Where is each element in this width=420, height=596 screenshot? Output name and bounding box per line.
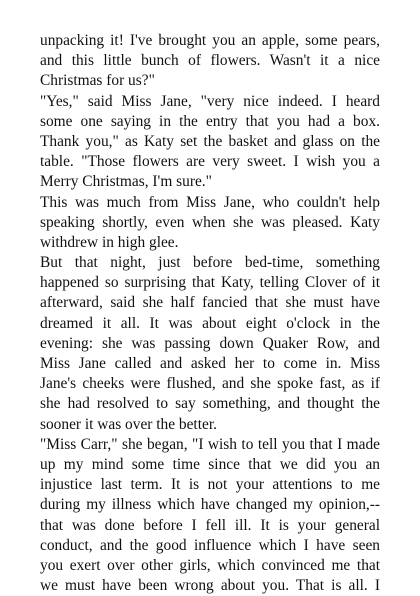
text-line: injustice last term. It is not your attentions to me [40, 476, 380, 494]
text-line: table. "Those flowers are very sweet. I wish you a [40, 153, 380, 171]
text-line: "Yes," said Miss Jane, "very nice indeed. I heard [40, 92, 380, 110]
text-line: afterward, said she half fancied that she must have [40, 294, 380, 312]
text-line: Jane's cheeks were flushed, and she spoke fast, as if [40, 375, 380, 393]
text-line: evening: she was passing down Quaker Row, and [40, 334, 380, 352]
text-line: you exert over other girls, which convinced me that [40, 556, 380, 574]
paragraph-3 [40, 193, 380, 254]
text-line: she had resolved to say something, and thought the [40, 395, 380, 413]
text-line: Thank you," as Katy set the basket and glass on the [40, 132, 380, 150]
paragraph-4 [40, 253, 380, 435]
text-line: dreamed it all. It was about eight o'clock in the [40, 314, 380, 332]
text-line: "Miss Carr," she began, "I wish to tell you that I made [40, 435, 380, 453]
text-line: speaking shortly, even when she was pleased. Katy [40, 213, 380, 231]
text-line: withdrew in high glee. [40, 233, 179, 251]
paragraph-2 [40, 92, 380, 193]
text-line: Miss Jane called and asked her to come in. Miss [40, 355, 380, 372]
text-line: and this little bunch of flowers. Wasn't it a nice [40, 52, 380, 70]
text-line: unpacking it! I've brought you an apple, some pears, [40, 32, 380, 49]
paragraph-5 [40, 435, 380, 596]
text-line: we must have been wrong about you. That is all. I [40, 577, 380, 595]
text-line: But that night, just before bed-time, something [40, 254, 380, 272]
text-line: conduct, and the good influence which I have seen [40, 536, 380, 554]
text-line: sooner it was over the better. [40, 415, 217, 433]
text-line: that was done before I fell ill. It is your general [40, 516, 380, 534]
paragraph-1 [40, 31, 380, 92]
text-line: Christmas for us?" [40, 72, 155, 90]
page-text [40, 31, 380, 596]
text-line: some one saying in the entry that you had a box. [40, 112, 380, 130]
text-line: up my mind some time since that we did you an [40, 455, 380, 473]
text-line: This was much from Miss Jane, who couldn't help [40, 193, 380, 211]
text-line: Merry Christmas, I'm sure." [40, 173, 212, 191]
text-line: happened so surprising that Katy, telling Clover of it [40, 274, 380, 292]
text-line: during my illness which have changed my opinion,-- [40, 496, 380, 514]
